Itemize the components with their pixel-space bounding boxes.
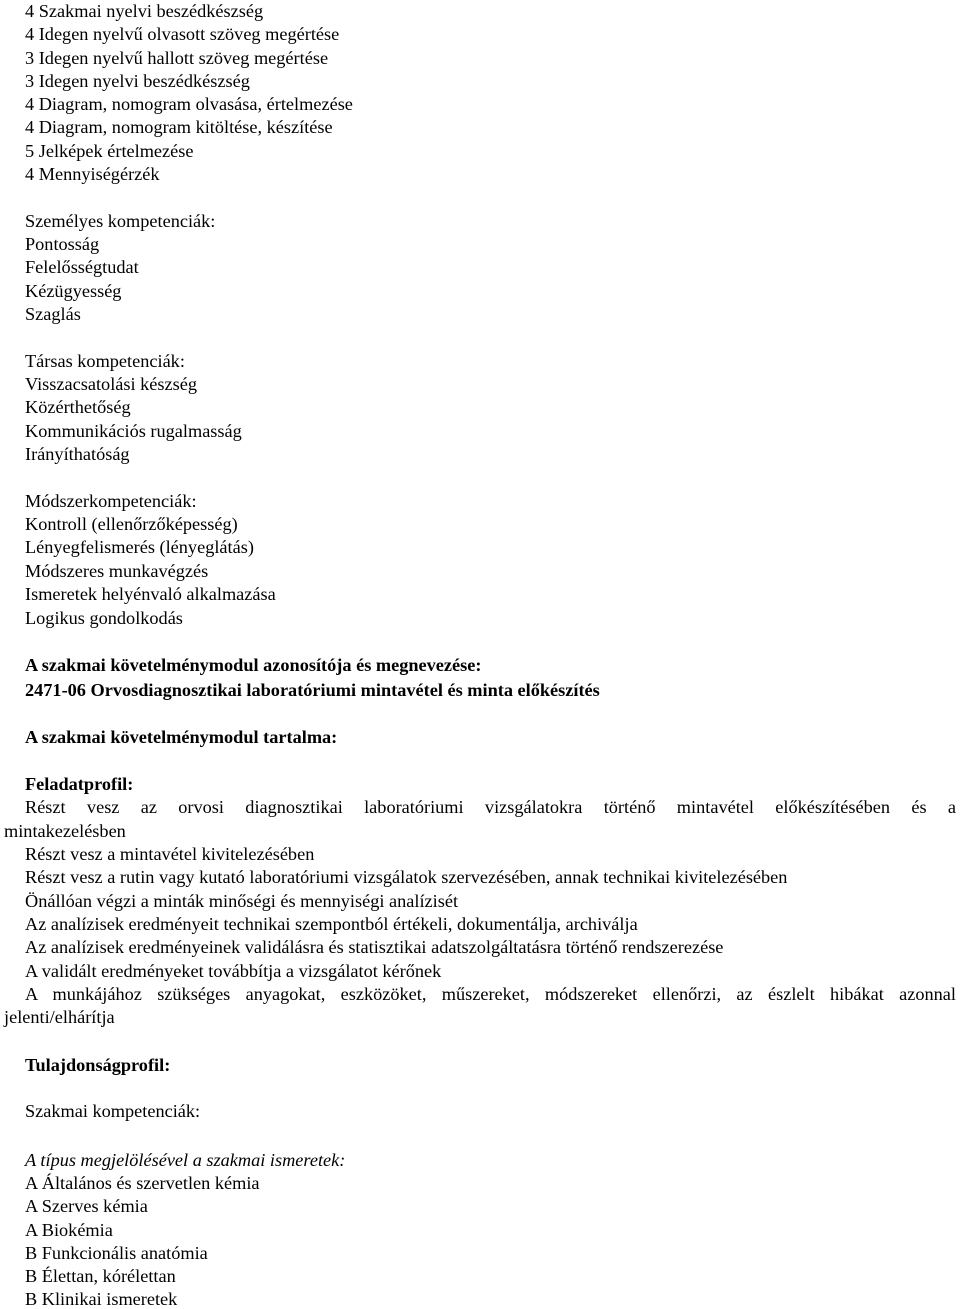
list-item: A Szerves kémia <box>25 1196 148 1216</box>
module-id-heading: A szakmai követelménymodul azonosítója és megnevezése: <box>25 655 482 675</box>
module-id-name: 2471-06 Orvosdiagnosztikai laboratóriumi mintavétel és minta előkészítés <box>25 680 600 700</box>
list-item: Szaglás <box>25 304 81 324</box>
list-item: Logikus gondolkodás <box>25 608 183 628</box>
list-item: Közérthetőség <box>25 397 131 417</box>
knowledge-type-label: A típus megjelölésével a szakmai ismeretek: <box>25 1150 346 1170</box>
section-heading-method: Módszerkompetenciák: <box>25 491 197 511</box>
list-item: B Élettan, kórélettan <box>25 1266 176 1286</box>
list-item: B Funkcionális anatómia <box>25 1243 208 1263</box>
section-heading-social: Társas kompetenciák: <box>25 351 185 371</box>
list-item: 3 Idegen nyelvi beszédkészség <box>25 71 250 91</box>
task-profile-paragraph-line: A munkájához szükséges anyagokat, eszközöket, műszereket, módszereket ellenőrzi, az észlelt hibákat azonnal <box>25 984 956 1004</box>
list-item: Módszeres munkavégzés <box>25 561 209 581</box>
list-item: Kontroll (ellenőrzőképesség) <box>25 514 238 534</box>
list-item: 4 Mennyiségérzék <box>25 164 160 184</box>
list-item: Visszacsatolási készség <box>25 374 198 394</box>
list-item: Irányíthatóság <box>25 444 130 464</box>
list-item: 5 Jelképek értelmezése <box>25 141 194 161</box>
list-item: 3 Idegen nyelvű hallott szöveg megértése <box>25 48 329 68</box>
property-profile-heading: Tulajdonságprofil: <box>25 1055 171 1075</box>
list-item: 4 Diagram, nomogram olvasása, értelmezése <box>25 94 353 114</box>
list-item: Részt vesz a mintavétel kivitelezésében <box>25 844 315 864</box>
list-item: A Általános és szervetlen kémia <box>25 1173 260 1193</box>
module-content-heading: A szakmai követelménymodul tartalma: <box>25 727 338 747</box>
list-item: Ismeretek helyénvaló alkalmazása <box>25 584 276 604</box>
list-item: 4 Idegen nyelvű olvasott szöveg megértése <box>25 24 340 44</box>
list-item: Az analízisek eredményeit technikai szempontból értékeli, dokumentálja, archiválja <box>25 914 638 934</box>
list-item: B Klinikai ismeretek <box>25 1289 178 1309</box>
list-item: Kommunikációs rugalmasság <box>25 421 242 441</box>
list-item: A Biokémia <box>25 1220 113 1240</box>
list-item: Önállóan végzi a minták minőségi és mennyiségi analízisét <box>25 891 459 911</box>
professional-competencies-heading: Szakmai kompetenciák: <box>25 1101 201 1121</box>
task-profile-heading: Feladatprofil: <box>25 774 134 794</box>
list-item: Részt vesz a rutin vagy kutató laboratóriumi vizsgálatok szervezésében, annak technikai kivitelezésében <box>25 867 788 887</box>
list-item: 4 Diagram, nomogram kitöltése, készítése <box>25 117 333 137</box>
task-profile-paragraph-line: Részt vesz az orvosi diagnosztikai laboratóriumi vizsgálatokra történő mintavétel előkészítésében és a <box>25 797 956 817</box>
list-item: Lényegfelismerés (lényeglátás) <box>25 537 254 557</box>
list-item: Az analízisek eredményeinek validálásra és statisztikai adatszolgáltatásra történő rendszerezése <box>25 937 724 957</box>
list-item: Pontosság <box>25 234 100 254</box>
task-profile-paragraph-line: jelenti/elhárítja <box>4 1007 115 1027</box>
list-item: Felelősségtudat <box>25 257 139 277</box>
list-item: Kézügyesség <box>25 281 122 301</box>
list-item: 4 Szakmai nyelvi beszédkészség <box>25 1 264 21</box>
section-heading-personal: Személyes kompetenciák: <box>25 211 216 231</box>
list-item: A validált eredményeket továbbítja a vizsgálatot kérőnek <box>25 961 442 981</box>
task-profile-paragraph-line: mintakezelésben <box>4 821 126 841</box>
